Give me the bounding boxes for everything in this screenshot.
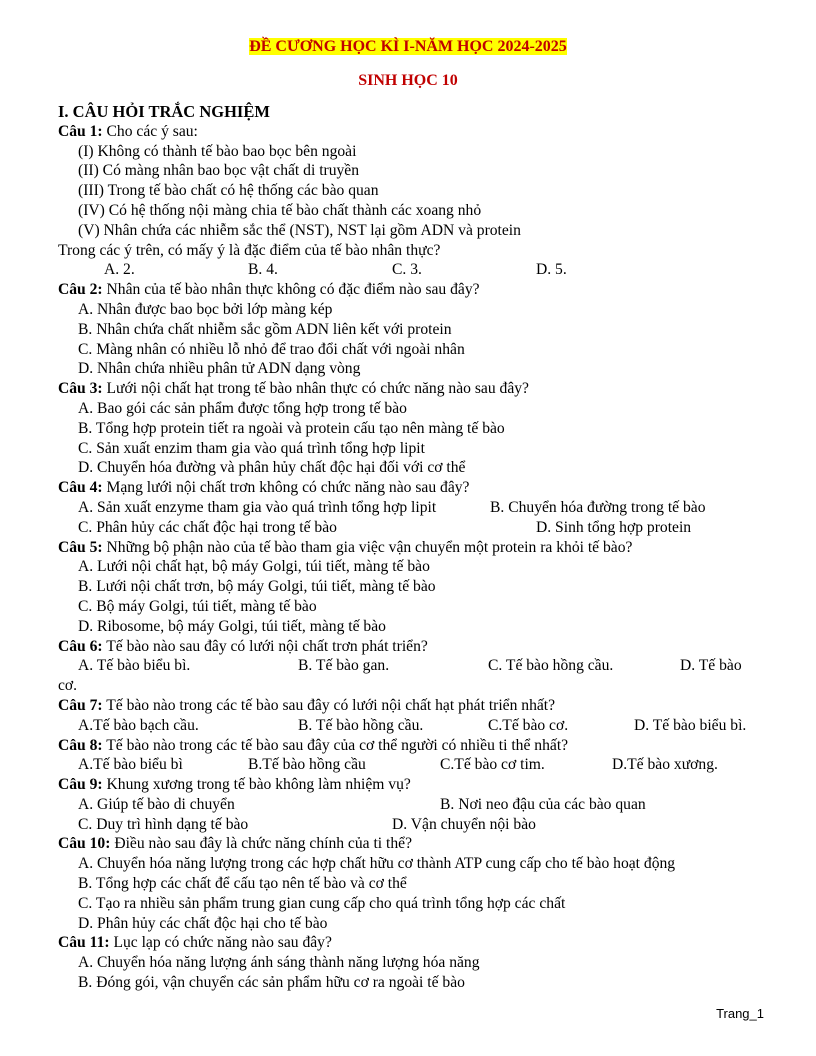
q1-item: (I) Không có thành tế bào bao bọc bên ngoài [78, 142, 357, 160]
option-c: C. Tạo ra nhiều sản phẩm trung gian cung cấp cho quá trình tổng hợp các chất [78, 894, 566, 912]
q6-options [58, 656, 768, 676]
option-b: B. Chuyển hóa đường trong tế bào [490, 498, 706, 516]
option-c: C. Sản xuất enzim tham gia vào quá trình tổng hợp lipit [78, 439, 425, 457]
page-number: Trang_1 [716, 1006, 764, 1021]
option-c: C. 3. [392, 261, 422, 279]
option-d: D. Chuyển hóa đường và phân hủy chất độc hại đối với cơ thể [78, 459, 466, 477]
question-1: Câu 1: Cho các ý sau: [58, 122, 198, 140]
option-b: B. Nơi neo đậu của các bào quan [440, 795, 646, 813]
option-d: D. 5. [536, 261, 567, 279]
q9-options-row-1 [58, 795, 768, 815]
option-a: A. 2. [104, 261, 135, 279]
question-10: Câu 10: Điều nào sau đây là chức năng chính của ti thể? [58, 835, 413, 853]
document-subtitle: SINH HỌC 10 [358, 72, 458, 89]
option-c: C. Duy trì hình dạng tế bào [78, 815, 249, 833]
q6-option-wrap: cơ. [58, 677, 78, 695]
option-d: D. Nhân chứa nhiều phân tử ADN dạng vòng [78, 360, 361, 378]
q4-options-row-2 [58, 518, 768, 538]
question-4: Câu 4: Mạng lưới nội chất trơn không có chức năng nào sau đây? [58, 479, 470, 497]
option-b: B.Tế bào hồng cầu [248, 756, 366, 774]
option-b: B. Tế bào hồng cầu. [298, 716, 424, 734]
q7-options [58, 716, 768, 736]
option-b: B. Lưới nội chất trơn, bộ máy Golgi, túi tiết, màng tế bào [78, 578, 436, 596]
option-a: A. Lưới nội chất hạt, bộ máy Golgi, túi tiết, màng tế bào [78, 558, 430, 576]
option-a: A. Chuyển hóa năng lượng ánh sáng thành năng lượng hóa năng [78, 954, 480, 972]
option-b: B. Nhân chứa chất nhiễm sắc gồm ADN liên kết với protein [78, 320, 452, 338]
question-7: Câu 7: Tế bào nào trong các tế bào sau đây có lưới nội chất hạt phát triển nhất? [58, 696, 556, 714]
option-b: B. Tổng hợp protein tiết ra ngoài và protein cấu tạo nên màng tế bào [78, 419, 505, 437]
option-d: D. Sinh tổng hợp protein [536, 518, 692, 536]
option-b: B. Tế bào gan. [298, 657, 390, 675]
option-b: B. Tổng hợp các chất để cấu tạo nên tế bào và cơ thể [78, 875, 407, 893]
question-3: Câu 3: Lưới nội chất hạt trong tế bào nhân thực có chức năng nào sau đây? [58, 380, 529, 398]
option-a: A. Tế bào biểu bì. [78, 657, 191, 675]
q1-item: (III) Trong tế bào chất có hệ thống các bào quan [78, 182, 379, 200]
option-d: D. Vận chuyển nội bào [392, 815, 536, 833]
option-a: A. Giúp tế bào di chuyển [78, 795, 235, 813]
question-2: Câu 2: Nhân của tế bào nhân thực không có đặc điểm nào sau đây? [58, 281, 480, 299]
q1-item: (IV) Có hệ thống nội màng chia tế bào chất thành các xoang nhỏ [78, 201, 482, 219]
option-c: C. Phân hủy các chất độc hại trong tế bào [78, 518, 337, 536]
document-content [58, 100, 768, 993]
option-c: C.Tế bào cơ tim. [440, 756, 545, 774]
option-c: C. Tế bào hồng cầu. [488, 657, 614, 675]
q1-item: (II) Có màng nhân bao bọc vật chất di truyền [78, 162, 360, 180]
option-d: D. Tế bào biểu bì. [634, 716, 747, 734]
q9-options-row-2 [58, 815, 768, 835]
option-a: A. Chuyển hóa năng lượng trong các hợp chất hữu cơ thành ATP cung cấp cho tế bào hoạt động [78, 855, 676, 873]
q1-question: Trong các ý trên, có mấy ý là đặc điểm của tế bào nhân thực? [58, 241, 441, 259]
option-c: C.Tế bào cơ. [488, 716, 569, 734]
question-6: Câu 6: Tế bào nào sau đây có lưới nội chất trơn phát triển? [58, 637, 428, 655]
option-a: A. Nhân được bao bọc bởi lớp màng kép [78, 300, 333, 318]
option-a: A. Bao gói các sản phẩm được tổng hợp trong tế bào [78, 399, 407, 417]
q8-options [58, 755, 768, 775]
option-b: B. 4. [248, 261, 278, 279]
document-title: ĐỀ CƯƠNG HỌC KÌ I-NĂM HỌC 2024-2025 [249, 38, 567, 55]
q4-options-row-1 [58, 498, 768, 518]
option-d: D. Tế bào [680, 657, 742, 675]
option-d: D. Ribosome, bộ máy Golgi, túi tiết, màng tế bào [78, 617, 386, 635]
option-a: A.Tế bào biểu bì [78, 756, 183, 774]
question-9: Câu 9: Khung xương trong tế bào không làm nhiệm vụ? [58, 776, 411, 794]
option-a: A. Sản xuất enzyme tham gia vào quá trình tổng hợp lipit [78, 498, 437, 516]
q1-item: (V) Nhân chứa các nhiễm sắc thể (NST), NST lại gồm ADN và protein [78, 221, 521, 239]
option-c: C. Màng nhân có nhiều lỗ nhỏ để trao đổi chất với ngoài nhân [78, 340, 465, 358]
option-c: C. Bộ máy Golgi, túi tiết, màng tế bào [78, 597, 317, 615]
question-8: Câu 8: Tế bào nào trong các tế bào sau đây của cơ thể người có nhiều ti thể nhất? [58, 736, 569, 754]
section-heading: I. CÂU HỎI TRẮC NGHIỆM [58, 102, 270, 121]
q1-options [58, 260, 768, 280]
question-5: Câu 5: Những bộ phận nào của tế bào tham gia việc vận chuyển một protein ra khỏi tế bào? [58, 538, 633, 556]
option-d: D. Phân hủy các chất độc hại cho tế bào [78, 914, 328, 932]
question-11: Câu 11: Lục lạp có chức năng nào sau đây? [58, 934, 332, 952]
option-a: A.Tế bào bạch cầu. [78, 716, 199, 734]
option-d: D.Tế bào xương. [612, 756, 718, 774]
option-b: B. Đóng gói, vận chuyển các sản phẩm hữu cơ ra ngoài tế bào [78, 974, 465, 992]
